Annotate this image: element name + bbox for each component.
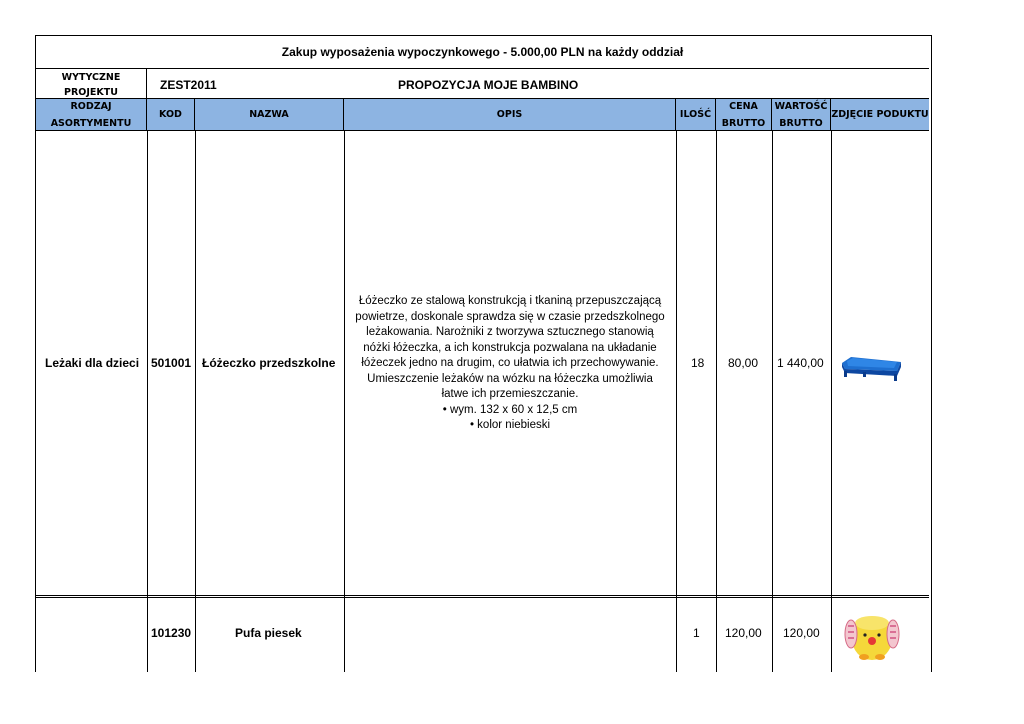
header-category: RODZAJ ASORTYMENTU <box>36 99 147 130</box>
product-table <box>35 35 932 672</box>
row-divider <box>36 597 929 598</box>
column-divider <box>195 130 196 672</box>
dog-pouf-icon <box>844 610 900 662</box>
row-name: Łóżeczko przedszkolne <box>202 356 336 370</box>
header-photo: ZDJĘCIE PODUKTU <box>831 109 929 120</box>
row-description <box>345 294 675 434</box>
description-line: • kolor niebieski <box>469 419 551 431</box>
project-row <box>36 69 929 99</box>
header-value: WARTOŚĆ BRUTTO <box>772 99 831 130</box>
header-code: KOD <box>147 99 195 130</box>
column-divider <box>716 130 717 672</box>
row-qty: 18 <box>691 356 705 370</box>
description-line: Łóżeczko ze stalową konstrukcją i tkaniną przepuszczającą <box>358 295 662 307</box>
row-name: Pufa piesek <box>235 626 302 640</box>
table-title: Zakup wyposażenia wypoczynkowego - 5.000,00 PLN na każdy oddział <box>36 36 929 69</box>
proposal-label: PROPOZYCJA MOJE BAMBINO <box>398 78 579 92</box>
header-description: OPIS <box>344 99 676 130</box>
row-value: 120,00 <box>783 626 820 640</box>
description-line: łatwe ich przemieszczanie. <box>441 388 579 400</box>
description-line: powietrze, doskonale sprawdza się w czasie przedszkolnego <box>355 310 665 323</box>
row-price: 120,00 <box>725 626 762 640</box>
column-divider <box>772 130 773 672</box>
description-line: łóżeczek jedno na drugim, co ułatwia ich przechowywanie. <box>361 357 659 369</box>
row-code: 101230 <box>151 626 192 640</box>
header-row <box>36 99 929 131</box>
header-price: CENA BRUTTO <box>716 99 772 130</box>
row-category: Leżaki dla dzieci <box>45 356 140 370</box>
guidelines-label: WYTYCZNE PROJEKTU <box>36 69 147 99</box>
description-line: nóżki łóżeczka, a ich konstrukcja pozwalana na układanie <box>363 341 657 354</box>
description-line: leżakowania. Narożniki z tworzywa sztucznego stanowią <box>366 326 654 338</box>
row-price: 80,00 <box>728 356 759 370</box>
header-qty: ILOŚĆ <box>676 99 716 130</box>
column-divider <box>147 130 148 672</box>
header-name: NAZWA <box>195 99 344 130</box>
description-line: • wym. 132 x 60 x 12,5 cm <box>442 403 578 416</box>
row-qty: 1 <box>693 626 700 640</box>
column-divider <box>676 130 677 672</box>
description-line: Umieszczenie leżaków na wózku na łóżeczka umożliwia <box>367 372 653 385</box>
blue-cot-icon <box>839 349 903 389</box>
row-code: 501001 <box>151 356 192 370</box>
row-divider <box>36 595 929 596</box>
row-value: 1 440,00 <box>777 356 824 370</box>
column-divider <box>831 130 832 672</box>
project-code: ZEST2011 <box>160 78 217 92</box>
